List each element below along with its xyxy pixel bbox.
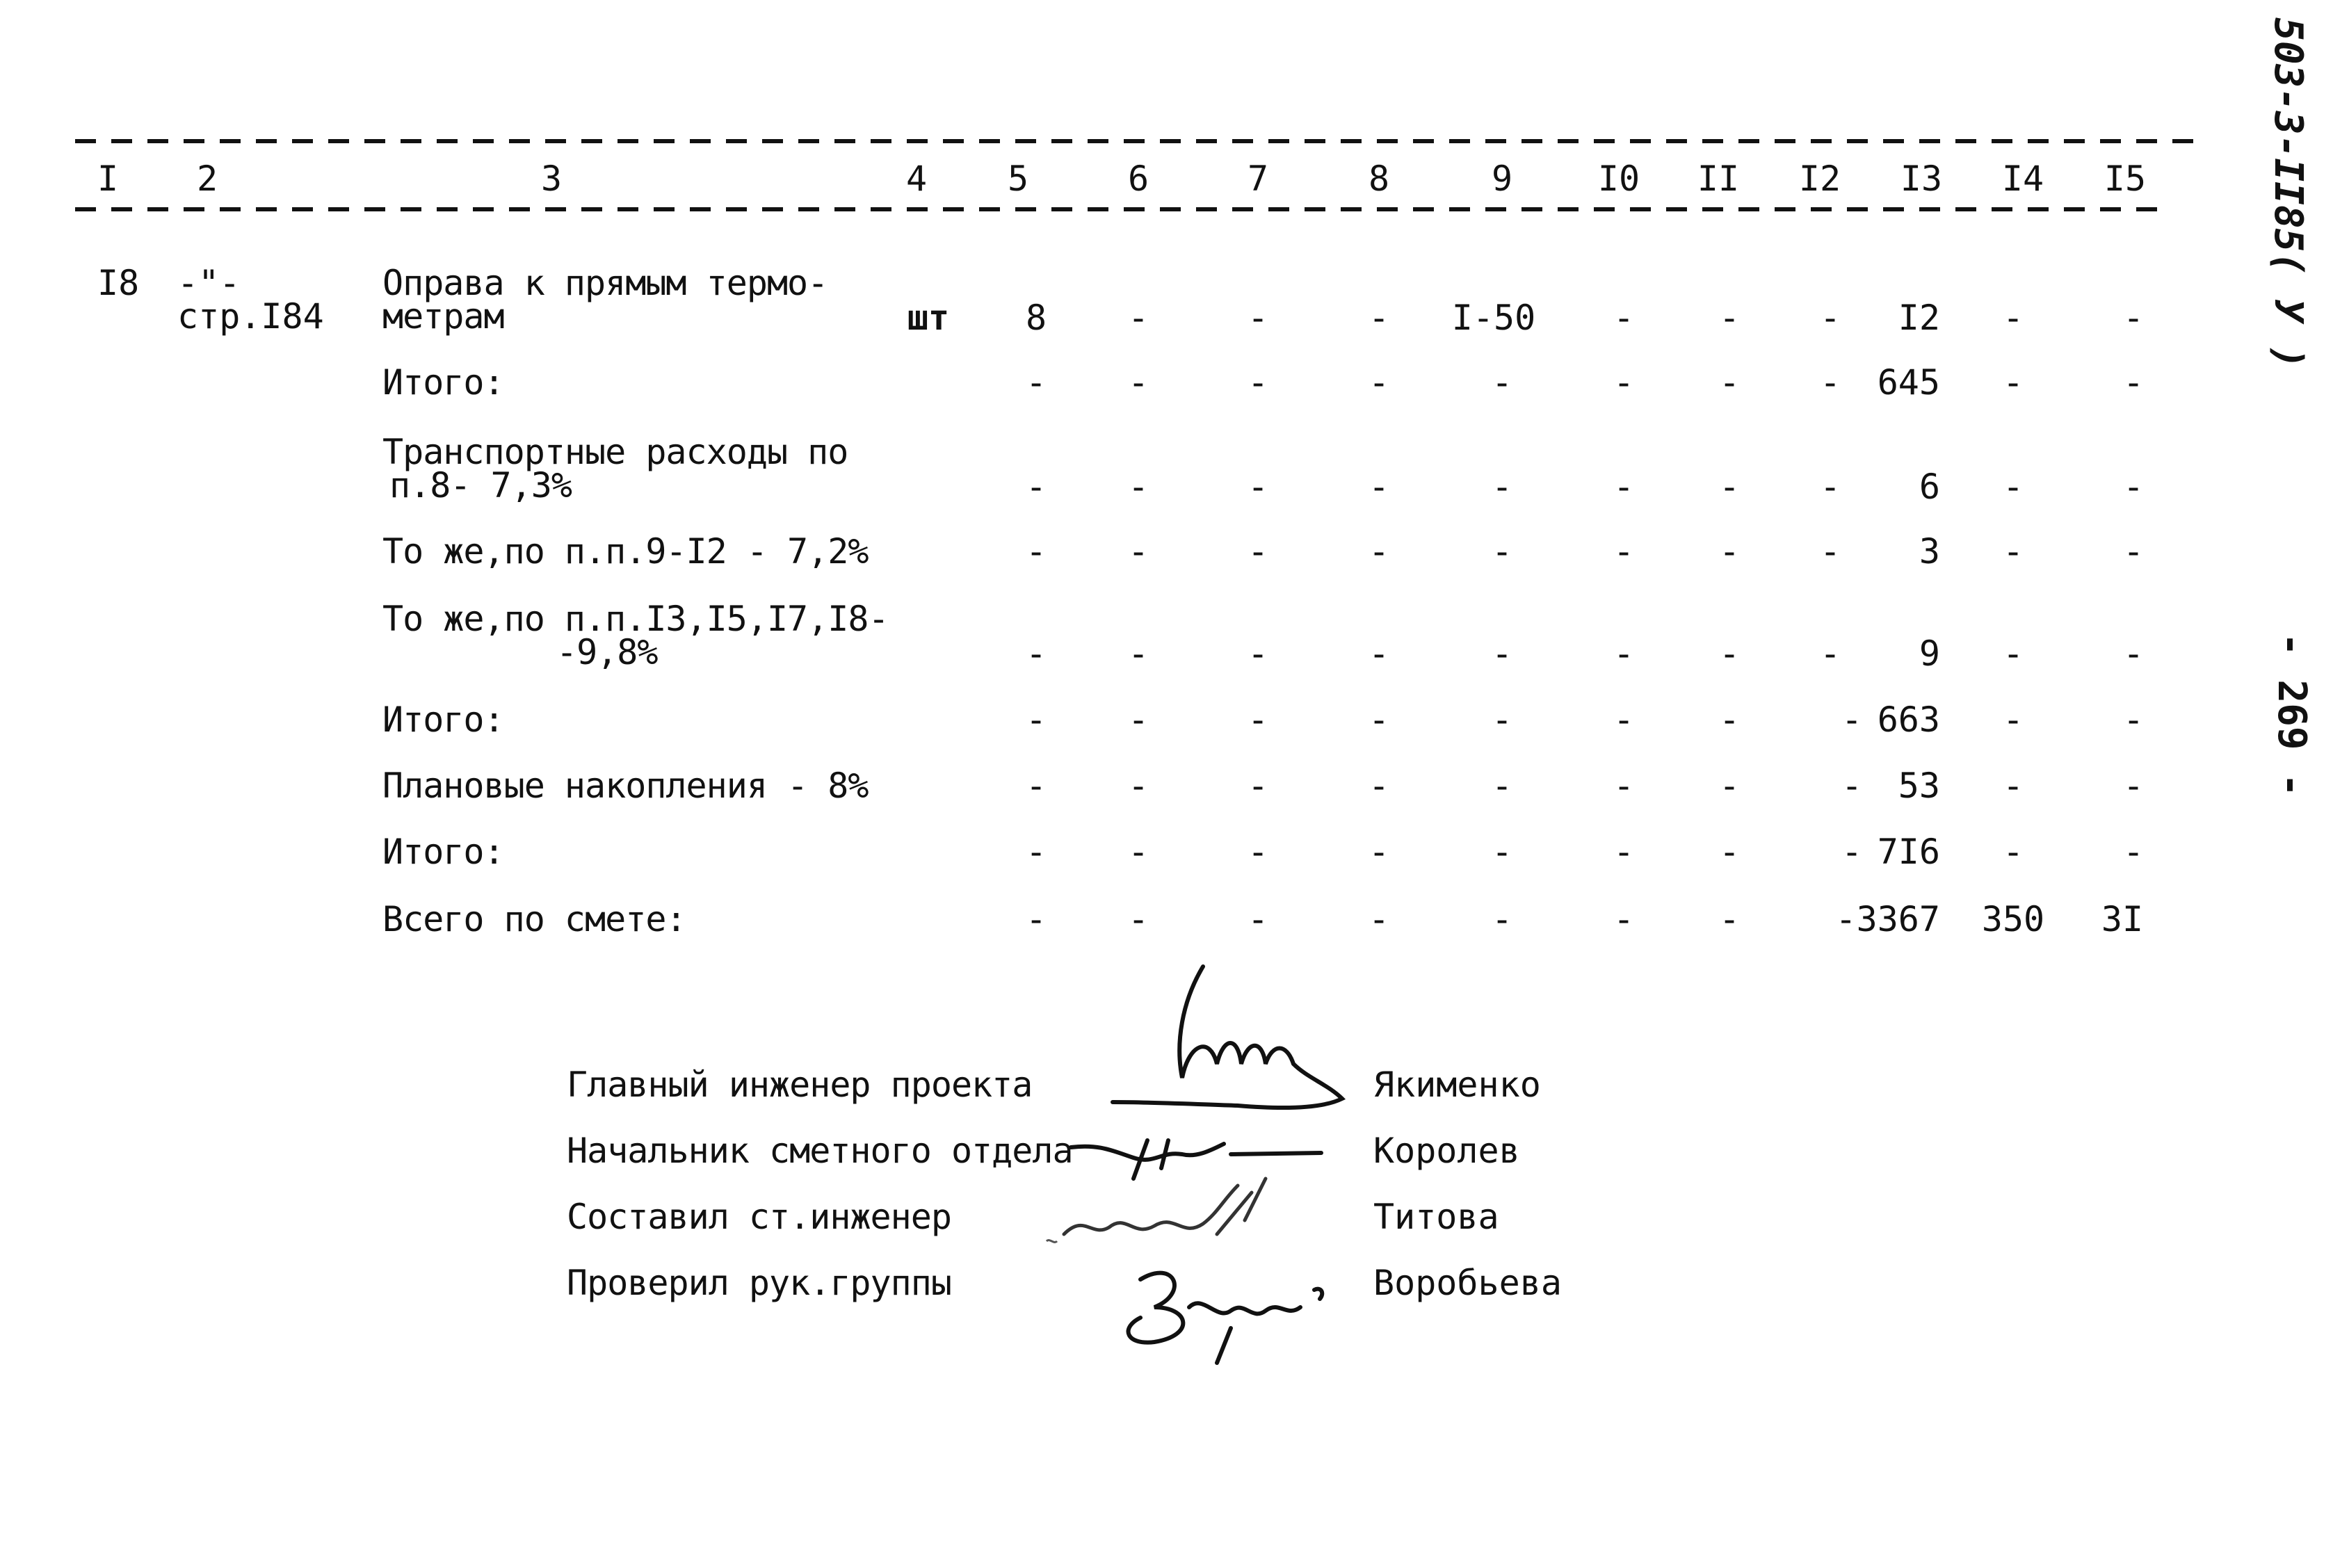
column-header: I5 bbox=[2104, 159, 2147, 199]
cell-c8: - bbox=[1368, 766, 1390, 806]
cell-c14: - bbox=[2002, 467, 2024, 507]
cell-c6: - bbox=[1127, 899, 1149, 939]
cell-c5: - bbox=[1025, 832, 1047, 872]
cell-c15: - bbox=[2122, 362, 2145, 403]
cell-c15: - bbox=[2122, 633, 2145, 674]
cell-c14: - bbox=[2002, 531, 2024, 572]
cell-c12: - bbox=[1819, 298, 1841, 338]
cell-c11: - bbox=[1718, 467, 1741, 507]
cell-c11: - bbox=[1718, 832, 1741, 872]
cell-c11: - bbox=[1718, 298, 1741, 338]
cell-c7: - bbox=[1247, 766, 1269, 806]
cell-c13: 645 bbox=[1877, 362, 1940, 403]
cell-c15: - bbox=[2122, 832, 2145, 872]
column-header: II bbox=[1697, 159, 1740, 199]
row-description-line1: Итого: bbox=[382, 362, 504, 403]
cell-c8: - bbox=[1368, 700, 1390, 740]
cell-c12: -3367 bbox=[1835, 899, 1940, 939]
cell-c5: - bbox=[1025, 633, 1047, 674]
signature-name: Воробьева bbox=[1373, 1263, 1562, 1303]
row-description-line2: п.8- 7,3% bbox=[389, 465, 572, 506]
column-header: 7 bbox=[1247, 159, 1269, 199]
cell-c11: - bbox=[1718, 766, 1741, 806]
cell-c8: - bbox=[1368, 362, 1390, 403]
row-unit: шт bbox=[907, 298, 950, 338]
page-number: - 269 - bbox=[2269, 632, 2314, 797]
cell-c13: 53 bbox=[1898, 766, 1940, 806]
cell-c9: - bbox=[1491, 766, 1513, 806]
cell-c14: - bbox=[2002, 633, 2024, 674]
row-description-line1: Всего по смете: bbox=[382, 899, 686, 939]
column-header: 4 bbox=[905, 159, 928, 199]
cell-c10: - bbox=[1613, 832, 1635, 872]
cell-c12: - bbox=[1819, 633, 1841, 674]
cell-c15: - bbox=[2122, 467, 2145, 507]
cell-c5: - bbox=[1025, 531, 1047, 572]
cell-c12: - bbox=[1841, 700, 1863, 740]
handwritten-signature-3 bbox=[1043, 1172, 1293, 1262]
row-number: I8 bbox=[97, 263, 140, 303]
cell-c11: - bbox=[1718, 899, 1741, 939]
cell-c10: - bbox=[1613, 467, 1635, 507]
cell-c10: - bbox=[1613, 633, 1635, 674]
cell-c11: - bbox=[1718, 633, 1741, 674]
signature-name: Якименко bbox=[1373, 1065, 1541, 1105]
cell-c5: - bbox=[1025, 467, 1047, 507]
column-header: I2 bbox=[1798, 159, 1841, 199]
cell-c10: - bbox=[1613, 766, 1635, 806]
cell-c8: - bbox=[1368, 531, 1390, 572]
cell-c10: - bbox=[1613, 700, 1635, 740]
cell-c7: - bbox=[1247, 467, 1269, 507]
row-description-line1: Оправа к прямым термо- bbox=[382, 263, 828, 303]
cell-c6: - bbox=[1127, 633, 1149, 674]
cell-c8: - bbox=[1368, 467, 1390, 507]
row-description-line1: Плановые накопления - 8% bbox=[382, 766, 869, 806]
row-description-line2: метрам bbox=[382, 296, 504, 337]
cell-c12: - bbox=[1819, 531, 1841, 572]
cell-c13: 7I6 bbox=[1877, 832, 1940, 872]
cell-c5: - bbox=[1025, 362, 1047, 403]
handwritten-signature-1 bbox=[1099, 960, 1363, 1126]
cell-c8: - bbox=[1368, 899, 1390, 939]
row-description-line1: То же,по п.п.9-I2 - 7,2% bbox=[382, 531, 869, 572]
cell-c10: - bbox=[1613, 899, 1635, 939]
cell-c6: - bbox=[1127, 298, 1149, 338]
cell-c12: - bbox=[1841, 832, 1863, 872]
cell-c8: - bbox=[1368, 832, 1390, 872]
row-ref-line2: стр.I84 bbox=[177, 296, 324, 337]
cell-c13: I2 bbox=[1898, 298, 1940, 338]
cell-c7: - bbox=[1247, 298, 1269, 338]
column-header: I bbox=[97, 159, 119, 199]
cell-c6: - bbox=[1127, 700, 1149, 740]
cell-c9: - bbox=[1491, 467, 1513, 507]
signature-name: Титова bbox=[1373, 1197, 1499, 1237]
cell-c15: - bbox=[2122, 700, 2145, 740]
cell-c7: - bbox=[1247, 899, 1269, 939]
cell-c15: - bbox=[2122, 531, 2145, 572]
row-description-line2: -9,8% bbox=[556, 632, 658, 672]
cell-c8: - bbox=[1368, 633, 1390, 674]
cell-c9: I-50 bbox=[1451, 298, 1536, 338]
cell-c5: - bbox=[1025, 700, 1047, 740]
header-dashed-rule bbox=[75, 207, 2168, 211]
top-dashed-rule bbox=[75, 139, 2203, 143]
cell-c9: - bbox=[1491, 633, 1513, 674]
cell-c7: - bbox=[1247, 832, 1269, 872]
cell-c12: - bbox=[1841, 766, 1863, 806]
cell-c6: - bbox=[1127, 766, 1149, 806]
row-description-line1: Итого: bbox=[382, 700, 504, 740]
cell-c10: - bbox=[1613, 531, 1635, 572]
cell-c14: 350 bbox=[1981, 899, 2045, 939]
cell-c13: 6 bbox=[1919, 467, 1940, 507]
column-header: 3 bbox=[540, 159, 563, 199]
cell-c6: - bbox=[1127, 531, 1149, 572]
cell-c15: - bbox=[2122, 766, 2145, 806]
cell-c5: 8 bbox=[1025, 298, 1047, 338]
cell-c7: - bbox=[1247, 362, 1269, 403]
cell-c11: - bbox=[1718, 700, 1741, 740]
cell-c14: - bbox=[2002, 766, 2024, 806]
cell-c13: 9 bbox=[1919, 633, 1940, 674]
signature-role: Проверил рук.группы bbox=[567, 1263, 951, 1303]
cell-c7: - bbox=[1247, 633, 1269, 674]
cell-c12: - bbox=[1819, 467, 1841, 507]
signature-role: Главный инженер проекта bbox=[567, 1065, 1033, 1105]
cell-c7: - bbox=[1247, 700, 1269, 740]
cell-c7: - bbox=[1247, 531, 1269, 572]
cell-c9: - bbox=[1491, 832, 1513, 872]
column-header: 6 bbox=[1127, 159, 1149, 199]
cell-c9: - bbox=[1491, 531, 1513, 572]
cell-c6: - bbox=[1127, 467, 1149, 507]
cell-c5: - bbox=[1025, 899, 1047, 939]
cell-c10: - bbox=[1613, 298, 1635, 338]
column-header: I3 bbox=[1900, 159, 1943, 199]
row-description-line1: То же,по п.п.I3,I5,I7,I8- bbox=[382, 599, 889, 639]
cell-c14: - bbox=[2002, 700, 2024, 740]
column-header: 9 bbox=[1491, 159, 1513, 199]
cell-c11: - bbox=[1718, 362, 1741, 403]
cell-c11: - bbox=[1718, 531, 1741, 572]
cell-c6: - bbox=[1127, 362, 1149, 403]
cell-c12: - bbox=[1819, 362, 1841, 403]
cell-c14: - bbox=[2002, 362, 2024, 403]
cell-c14: - bbox=[2002, 832, 2024, 872]
handwritten-signature-4 bbox=[1113, 1252, 1335, 1370]
signature-role: Начальник сметного отдела bbox=[567, 1131, 1073, 1171]
column-header: I0 bbox=[1597, 159, 1640, 199]
signature-name: Королев bbox=[1373, 1131, 1520, 1171]
cell-c15: - bbox=[2122, 298, 2145, 338]
cell-c6: - bbox=[1127, 832, 1149, 872]
cell-c10: - bbox=[1613, 362, 1635, 403]
column-header: 5 bbox=[1007, 159, 1029, 199]
cell-c9: - bbox=[1491, 700, 1513, 740]
signature-role: Составил ст.инженер bbox=[567, 1197, 951, 1237]
cell-c13: 663 bbox=[1877, 700, 1940, 740]
column-header: 2 bbox=[196, 159, 218, 199]
document-code: 503-3-II85( У ) bbox=[2266, 17, 2311, 369]
cell-c9: - bbox=[1491, 899, 1513, 939]
cell-c5: - bbox=[1025, 766, 1047, 806]
row-description-line1: Итого: bbox=[382, 832, 504, 872]
row-ref-line1: -"- bbox=[177, 263, 241, 303]
cell-c8: - bbox=[1368, 298, 1390, 338]
cell-c9: - bbox=[1491, 362, 1513, 403]
column-header: I4 bbox=[2001, 159, 2044, 199]
cell-c15: 3I bbox=[2101, 899, 2144, 939]
column-header: 8 bbox=[1368, 159, 1390, 199]
cell-c14: - bbox=[2002, 298, 2024, 338]
row-description-line1: Транспортные расходы по bbox=[382, 432, 848, 472]
cell-c13: 3 bbox=[1919, 531, 1940, 572]
